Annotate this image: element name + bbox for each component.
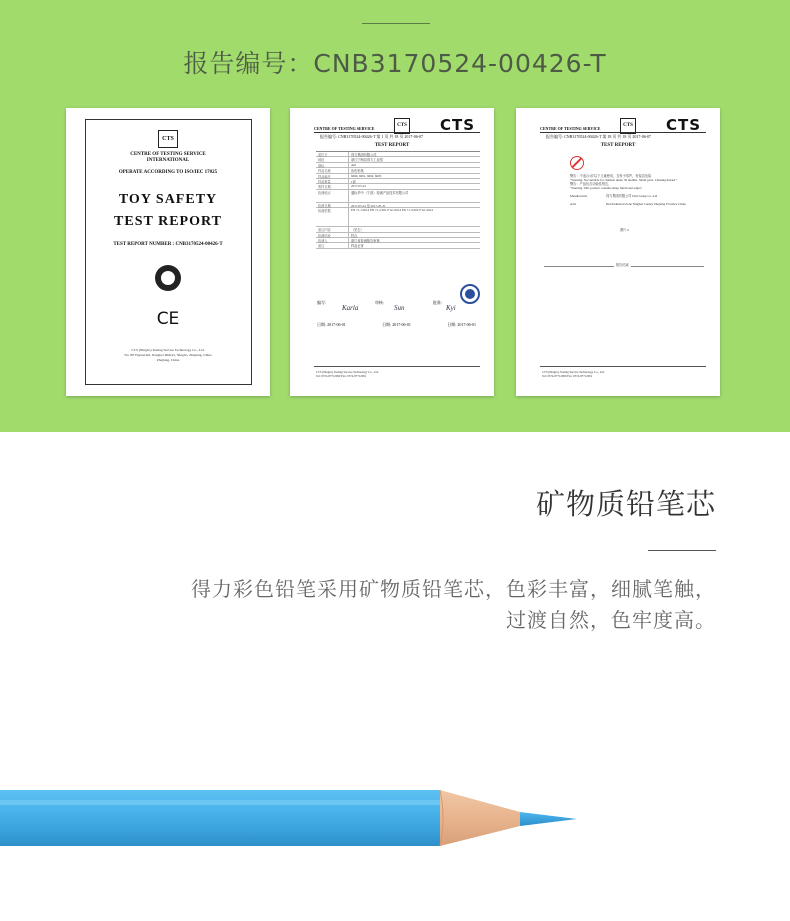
address-label: Add. [570, 202, 577, 206]
pencil-wood [440, 790, 520, 846]
report-number-heading: 报告编号：CNB3170524-00426-T [183, 49, 607, 78]
table-row: 备注内容 （见右） [316, 227, 480, 232]
report-footer [542, 370, 605, 378]
ce-mark-icon: CE [156, 309, 180, 329]
header-rule [314, 132, 480, 133]
cover-footer-line3: Zhejiang, China [156, 358, 180, 362]
footer-line2: Tel: 0574-87712090 Fax: 0574-87712091 [542, 374, 593, 378]
table-row: 收样日期 2017-05-24 [316, 184, 480, 189]
footer-line1: CTS (Ningbo) Testing Service Technology Co., Ltd. [542, 370, 605, 374]
sig-date: 日期: 2017-06-01 [317, 322, 346, 327]
centre-line2: INTERNATIONAL [146, 158, 190, 163]
manufacturer-label: Manufacturer [570, 194, 588, 198]
centre-line1: CENTRE OF TESTING SERVICE [130, 152, 206, 157]
footer-rule [314, 366, 480, 367]
table-row: 委托方 得力集团有限公司 [316, 152, 480, 157]
table-row: 样品编号 6690, 6691, 6692, 6693 [316, 174, 480, 179]
table-row: 检测人 浙江省检测报告审核 [316, 238, 480, 243]
warning-text [570, 174, 710, 190]
sig-date: 日期: 2017-06-01 [447, 322, 476, 327]
section-description [191, 574, 716, 636]
photo-label: 照片 6 [620, 228, 629, 232]
pencil-highlight [0, 800, 440, 805]
report-meta: 报告编号: CNB3170524-00426-T 第 1 页 共 18 页 2017-06-07 [320, 134, 424, 139]
end-mark: 报告结束 [616, 263, 629, 267]
section-divider [648, 550, 716, 551]
green-banner [0, 0, 790, 432]
test-report-title: TEST REPORT [600, 143, 636, 148]
cover-centre-text [66, 152, 270, 164]
cover-operate-text: OPERATE ACCORDING TO ISO/IEC 17025 [118, 170, 218, 175]
cover-footer [66, 348, 270, 363]
table-row: 样品数量 1套 [316, 179, 480, 184]
divider-line [362, 23, 430, 24]
cover-title-line2: TEST REPORT [114, 214, 222, 229]
report-table [316, 151, 480, 249]
sig-date: 日期: 2017-06-01 [382, 322, 411, 327]
sig-label: 编写: [317, 300, 327, 305]
manufacturer-value: 得力集团有限公司 Deli Group Co.,Ltd [606, 194, 658, 198]
table-row: 地址 浙江宁海县得力工业园 [316, 157, 480, 162]
address-value: Deli Industrial Zone Ninghai County Zhejiang Province China [606, 202, 686, 206]
signature: Kyi [446, 304, 456, 312]
cover-footer-line2: No. 88 Yuyuan Rd. Jiangbei District, Ningbo, Zhejiang, China [124, 353, 212, 357]
table-row: 检测地点 通标华中（宁波）检测产品技术有限公司 [316, 190, 480, 203]
header-rule [540, 132, 706, 133]
signature: Karla [342, 304, 359, 312]
table-row: 样品名称 彩色铅笔 [316, 168, 480, 173]
sig-label: 审核: [374, 300, 385, 305]
pencil-wood-edge [440, 790, 443, 846]
signature-dates [317, 322, 482, 328]
pencil-tip [520, 812, 577, 826]
cover-footer-line1: CTS (Ningbo) Testing Service Technology Co., Ltd. [131, 348, 205, 352]
table-row: 检测依据 EN 71-1:2014 EN 71-2:2011+A1:2014 EN 71-3:2013+A1:2014 [316, 208, 480, 227]
no-choking-warning-icon [570, 156, 584, 170]
cts-logo-icon: CTS [158, 130, 178, 148]
table-row: 检测结论 符合 [316, 233, 480, 238]
seal-icon [155, 265, 181, 291]
signature: Sun [394, 304, 405, 312]
centre-text: CENTRE OF TESTING SERVICE [314, 126, 375, 131]
footer-line2: Tel: 0574-87712090 Fax: 0574-87712091 [316, 374, 367, 378]
certificate-report-page [290, 108, 494, 396]
cts-brand: CTS [440, 116, 476, 134]
footer-rule [540, 366, 706, 367]
sig-label: 批准: [432, 300, 442, 305]
table-row: 备注 样品正常 [316, 243, 480, 248]
cover-report-number: TEST REPORT NUMBER : CNB3170524-00426-T [113, 242, 223, 247]
certificate-last-page [516, 108, 720, 396]
table-row: 商标 deli [316, 163, 480, 168]
certificate-cover [66, 108, 270, 396]
cts-logo-icon: CTS [620, 118, 636, 134]
section-title: 矿物质铅笔芯 [535, 487, 716, 521]
warning-line: "Warning. Not suitable for children under 36 months. Small parts. Choking hazard." [570, 178, 678, 182]
cts-logo-icon: CTS [394, 118, 410, 134]
footer-line1: CTS (Ningbo) Testing Service Technology Co., Ltd. [316, 370, 379, 374]
report-meta: 报告编号: CNB3170524-00426-T 第 18 页 共 18 页 2017-06-07 [546, 134, 652, 139]
description-line: 得力彩色铅笔采用矿物质铅笔芯，色彩丰富，细腻笔触， [191, 577, 716, 601]
warning-line: 警告：产品包含功能性锐边， [570, 182, 612, 186]
report-footer [316, 370, 379, 378]
cover-title-line1: TOY SAFETY [118, 192, 218, 207]
description-line: 过渡自然，色牢度高。 [506, 608, 716, 632]
pencil-body [0, 790, 440, 846]
cts-brand: CTS [666, 116, 702, 134]
warning-line: "Warning. This product contains sharp functional edges" [570, 186, 643, 190]
warning-line: 警告：不适合3岁以下儿童使用，含有小零件，有窒息危险 [570, 174, 652, 178]
test-report-title: TEST REPORT [374, 143, 410, 148]
centre-text: CENTRE OF TESTING SERVICE [540, 126, 601, 131]
table-row: 检测日期 2017-05-24 至 2017-05-31 [316, 203, 480, 208]
